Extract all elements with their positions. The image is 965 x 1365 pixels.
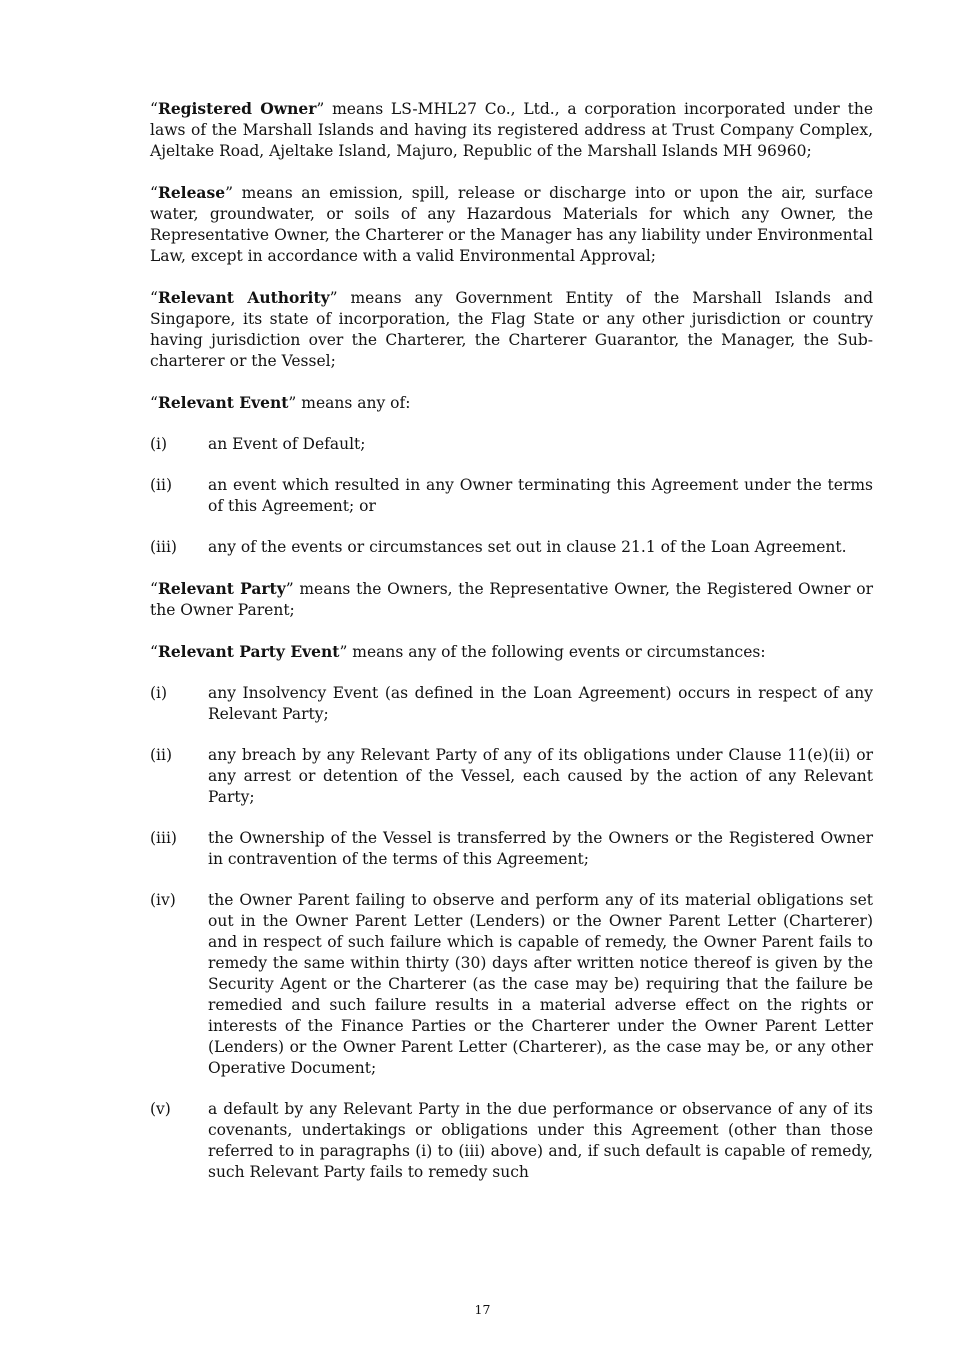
list-item-text: an event which resulted in any Owner terminating this Agreement under the terms of this Agreement; or (208, 476, 873, 515)
list-item-text: any breach by any Relevant Party of any of its obligations under Clause 11(e)(ii) or any arrest or detention of the Vessel, each caused by the action of any Relevant Party; (208, 746, 873, 806)
relevant-party-event-item-iv (150, 890, 873, 1079)
list-item-text: an Event of Default; (208, 435, 366, 453)
list-item-label: (iii) (150, 829, 177, 847)
open-quote: “ (150, 289, 158, 307)
definition-relevant-party (150, 578, 873, 621)
definition-registered-owner (150, 98, 873, 162)
open-quote: “ (150, 184, 158, 202)
list-item-label: (iv) (150, 891, 176, 909)
list-item-text: any Insolvency Event (as defined in the Loan Agreement) occurs in respect of any Relevant Party; (208, 684, 873, 723)
list-item-label: (iii) (150, 538, 177, 556)
defined-term: Registered Owner (157, 99, 317, 118)
list-item-label: (i) (150, 435, 168, 453)
open-quote: “ (150, 580, 158, 598)
definition-text: ” means any of the following events or circumstances: (339, 643, 766, 661)
definition-text: ” means LS-MHL27 Co., Ltd., a corporation incorporated under the laws of the Marshall Islands and having its registered address at Trust Company Complex, Ajeltake Road, Ajeltake Island, Majuro, Republic of the Marshall Islands MH 96960; (150, 100, 873, 160)
list-item-label: (i) (150, 684, 168, 702)
relevant-party-event-item-iii (150, 828, 873, 870)
relevant-party-event-item-ii (150, 745, 873, 808)
defined-term: Relevant Event (157, 393, 289, 412)
defined-term: Relevant Authority (157, 288, 330, 307)
definition-text: ” means the Owners, the Representative Owner, the Registered Owner or the Owner Parent; (150, 580, 873, 619)
document-body (150, 98, 873, 1203)
definition-text: ” means an emission, spill, release or discharge into or upon the air, surface water, groundwater, or soils of any Hazardous Materials for which any Owner, the Representative Owner, the Charterer or the Manager has any liability under Environmental Law, except in accordance with a valid Environmental Approval; (150, 184, 873, 265)
open-quote: “ (150, 643, 158, 661)
relevant-event-item-i (150, 434, 873, 455)
relevant-party-event-item-v (150, 1099, 873, 1183)
defined-term: Relevant Party Event (157, 642, 340, 661)
list-item-label: (ii) (150, 746, 173, 764)
definition-relevant-event (150, 392, 873, 414)
list-item-text: the Ownership of the Vessel is transferred by the Owners or the Registered Owner in contravention of the terms of this Agreement; (208, 829, 873, 868)
list-item-text: the Owner Parent failing to observe and perform any of its material obligations set out in the Owner Parent Letter (Lenders) or the Owner Parent Letter (Charterer) and in respect of such failure which is capable of remedy, the Owner Parent fails to remedy the same within thirty (30) days after written notice thereof is given by the Security Agent or the Charterer (as the case may be) requiring that the failure be remedied and such failure results in a material adverse effect on the rights or interests of the Finance Parties or the Charterer under the Owner Parent Letter (Lenders) or the Owner Parent Letter (Charterer), as the case may be, or any other Operative Document; (208, 891, 873, 1077)
relevant-party-event-item-i (150, 683, 873, 725)
page-number: 17 (474, 1302, 491, 1317)
list-item-text: any of the events or circumstances set out in clause 21.1 of the Loan Agreement. (208, 538, 847, 556)
open-quote: “ (150, 394, 158, 412)
list-item-label: (ii) (150, 476, 173, 494)
definition-text: ” means any of: (288, 394, 411, 412)
relevant-event-item-ii (150, 475, 873, 517)
definition-relevant-party-event (150, 641, 873, 663)
definition-relevant-authority (150, 287, 873, 372)
definition-text: ” means any Government Entity of the Marshall Islands and Singapore, its state of incorporation, the Flag State or any other jurisdiction or country having jurisdiction over the Charterer, the Charterer Guarantor, the Manager, the Sub-charterer or the Vessel; (150, 289, 873, 370)
relevant-event-item-iii (150, 537, 873, 558)
defined-term: Relevant Party (157, 579, 286, 598)
list-item-label: (v) (150, 1100, 171, 1118)
defined-term: Release (157, 183, 226, 202)
definition-release (150, 182, 873, 267)
list-item-text: a default by any Relevant Party in the due performance or observance of any of its covenants, undertakings or obligations under this Agreement (other than those referred to in paragraphs (i) to (iii) above) and, if such default is capable of remedy, such Relevant Party fails to remedy such (208, 1100, 873, 1181)
open-quote: “ (150, 100, 158, 118)
